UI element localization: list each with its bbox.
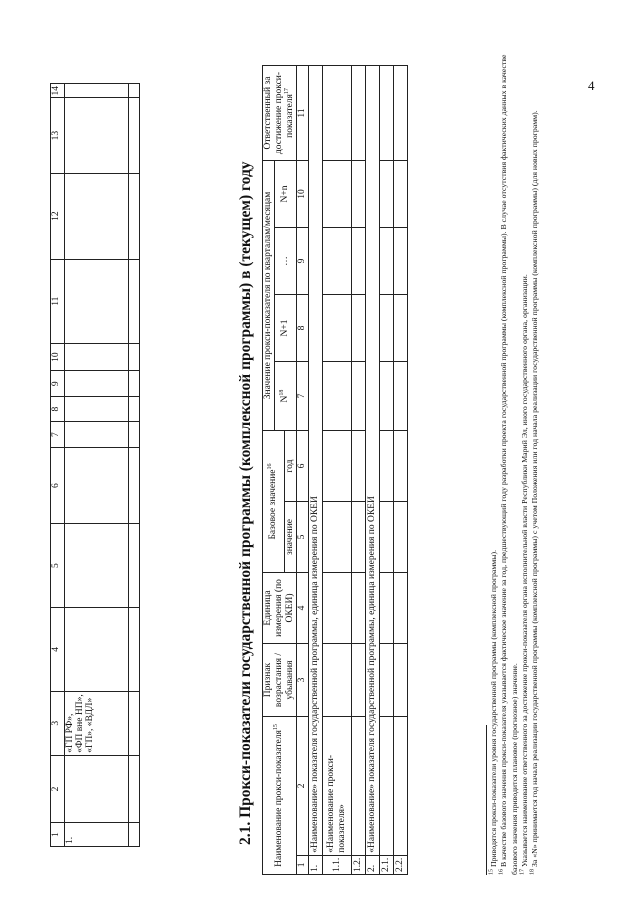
table-row: 2. «Наименование» показателя государственной программы, единица измерения по ОКЕИ — [366, 66, 380, 875]
top-col-10: 10 — [51, 343, 65, 371]
header-unit: Единица измерения (по ОКЕИ) — [263, 573, 297, 644]
table-row: 2.1. — [380, 66, 394, 875]
header-value: значение — [285, 502, 297, 573]
page-number: 4 — [588, 78, 595, 93]
footnotes — [489, 30, 540, 875]
top-col-3: 3 — [51, 691, 65, 755]
top-col-2: 2 — [51, 755, 65, 822]
footnote-17: $^{17}$ Указывается наименование ответственного за достижение прокси-показателя органа исполнительной власти Республики Марий Эл, иного государственного органа, организации. — [519, 274, 529, 875]
top-table-row — [65, 84, 129, 847]
header-base: Базовое значение$^{16}$ — [263, 431, 285, 573]
proxy-header-row-1 — [263, 66, 275, 875]
top-col-8: 8 — [51, 396, 65, 421]
header-n1: N+1 — [275, 295, 297, 362]
table-row: 1.1. «Наименование прокси-показателя» — [323, 66, 352, 875]
top-table-blank-row — [129, 84, 140, 847]
top-table — [50, 83, 140, 847]
header-responsible: Ответственный за достижение прокси-показателя$^{17}$ — [263, 66, 297, 161]
top-col-12: 12 — [51, 173, 65, 259]
proxy-number-row: 1 2 3 4 5 6 7 8 9 10 11 — [297, 66, 309, 875]
top-col-1: 1 — [51, 823, 65, 847]
header-name: Наименование прокси-показателя$^{15}$ — [263, 717, 297, 875]
top-table-header-row — [51, 84, 65, 847]
header-nn: N+n — [275, 161, 297, 228]
table-row: 1. «Наименование» показателя государственной программы, единица измерения по ОКЕИ — [309, 66, 323, 875]
header-n: $N^{18}$ — [275, 362, 297, 431]
footnote-18: $^{18}$ За «N» принимается год начала реализации государственной программы (комплексной программы) с учетом Положения или год начала реализации государственной программы (комплексной программы) (для новых программ). — [529, 110, 540, 875]
table-row: 2.2. — [394, 66, 408, 875]
top-row-num: 1. — [65, 823, 129, 847]
footnote-separator — [486, 725, 487, 875]
table-row: 1.2. — [352, 66, 366, 875]
top-col-7: 7 — [51, 422, 65, 447]
proxy-indicators-table — [262, 65, 408, 875]
top-col-13: 13 — [51, 98, 65, 173]
section-title: 2.1. Прокси-показатели государственной программы (комплексной программы) в (текущем) году — [237, 161, 254, 845]
top-row-col3: «ГП РФ», «ФП вне НП», «ГП», «ВДЛ» — [65, 691, 129, 755]
top-col-5: 5 — [51, 524, 65, 608]
header-sign: Признак возрастания / убывания — [263, 644, 297, 717]
top-col-9: 9 — [51, 371, 65, 396]
top-col-4: 4 — [51, 608, 65, 692]
footnote-16: $^{16}$ В качестве базового значения прокси-показателя указывается фактическое значение за год, предшествующий году разработки проекта государственной программы (комплексной программы). В случае отсутствия фактических данных в качестве базового значения приводится плановое (прогнозное) значение. — [498, 54, 519, 875]
top-col-14: 14 — [51, 84, 65, 99]
top-col-11: 11 — [51, 259, 65, 343]
header-dots: … — [275, 228, 297, 295]
header-period: Значение прокси-показателя по кварталам/месяцам — [263, 161, 275, 431]
top-col-6: 6 — [51, 447, 65, 523]
header-year: год — [285, 431, 297, 502]
footnote-15: $^{15}$ Приводятся прокси-показатели уровня государственной программы (комплексной программы). — [488, 549, 498, 875]
